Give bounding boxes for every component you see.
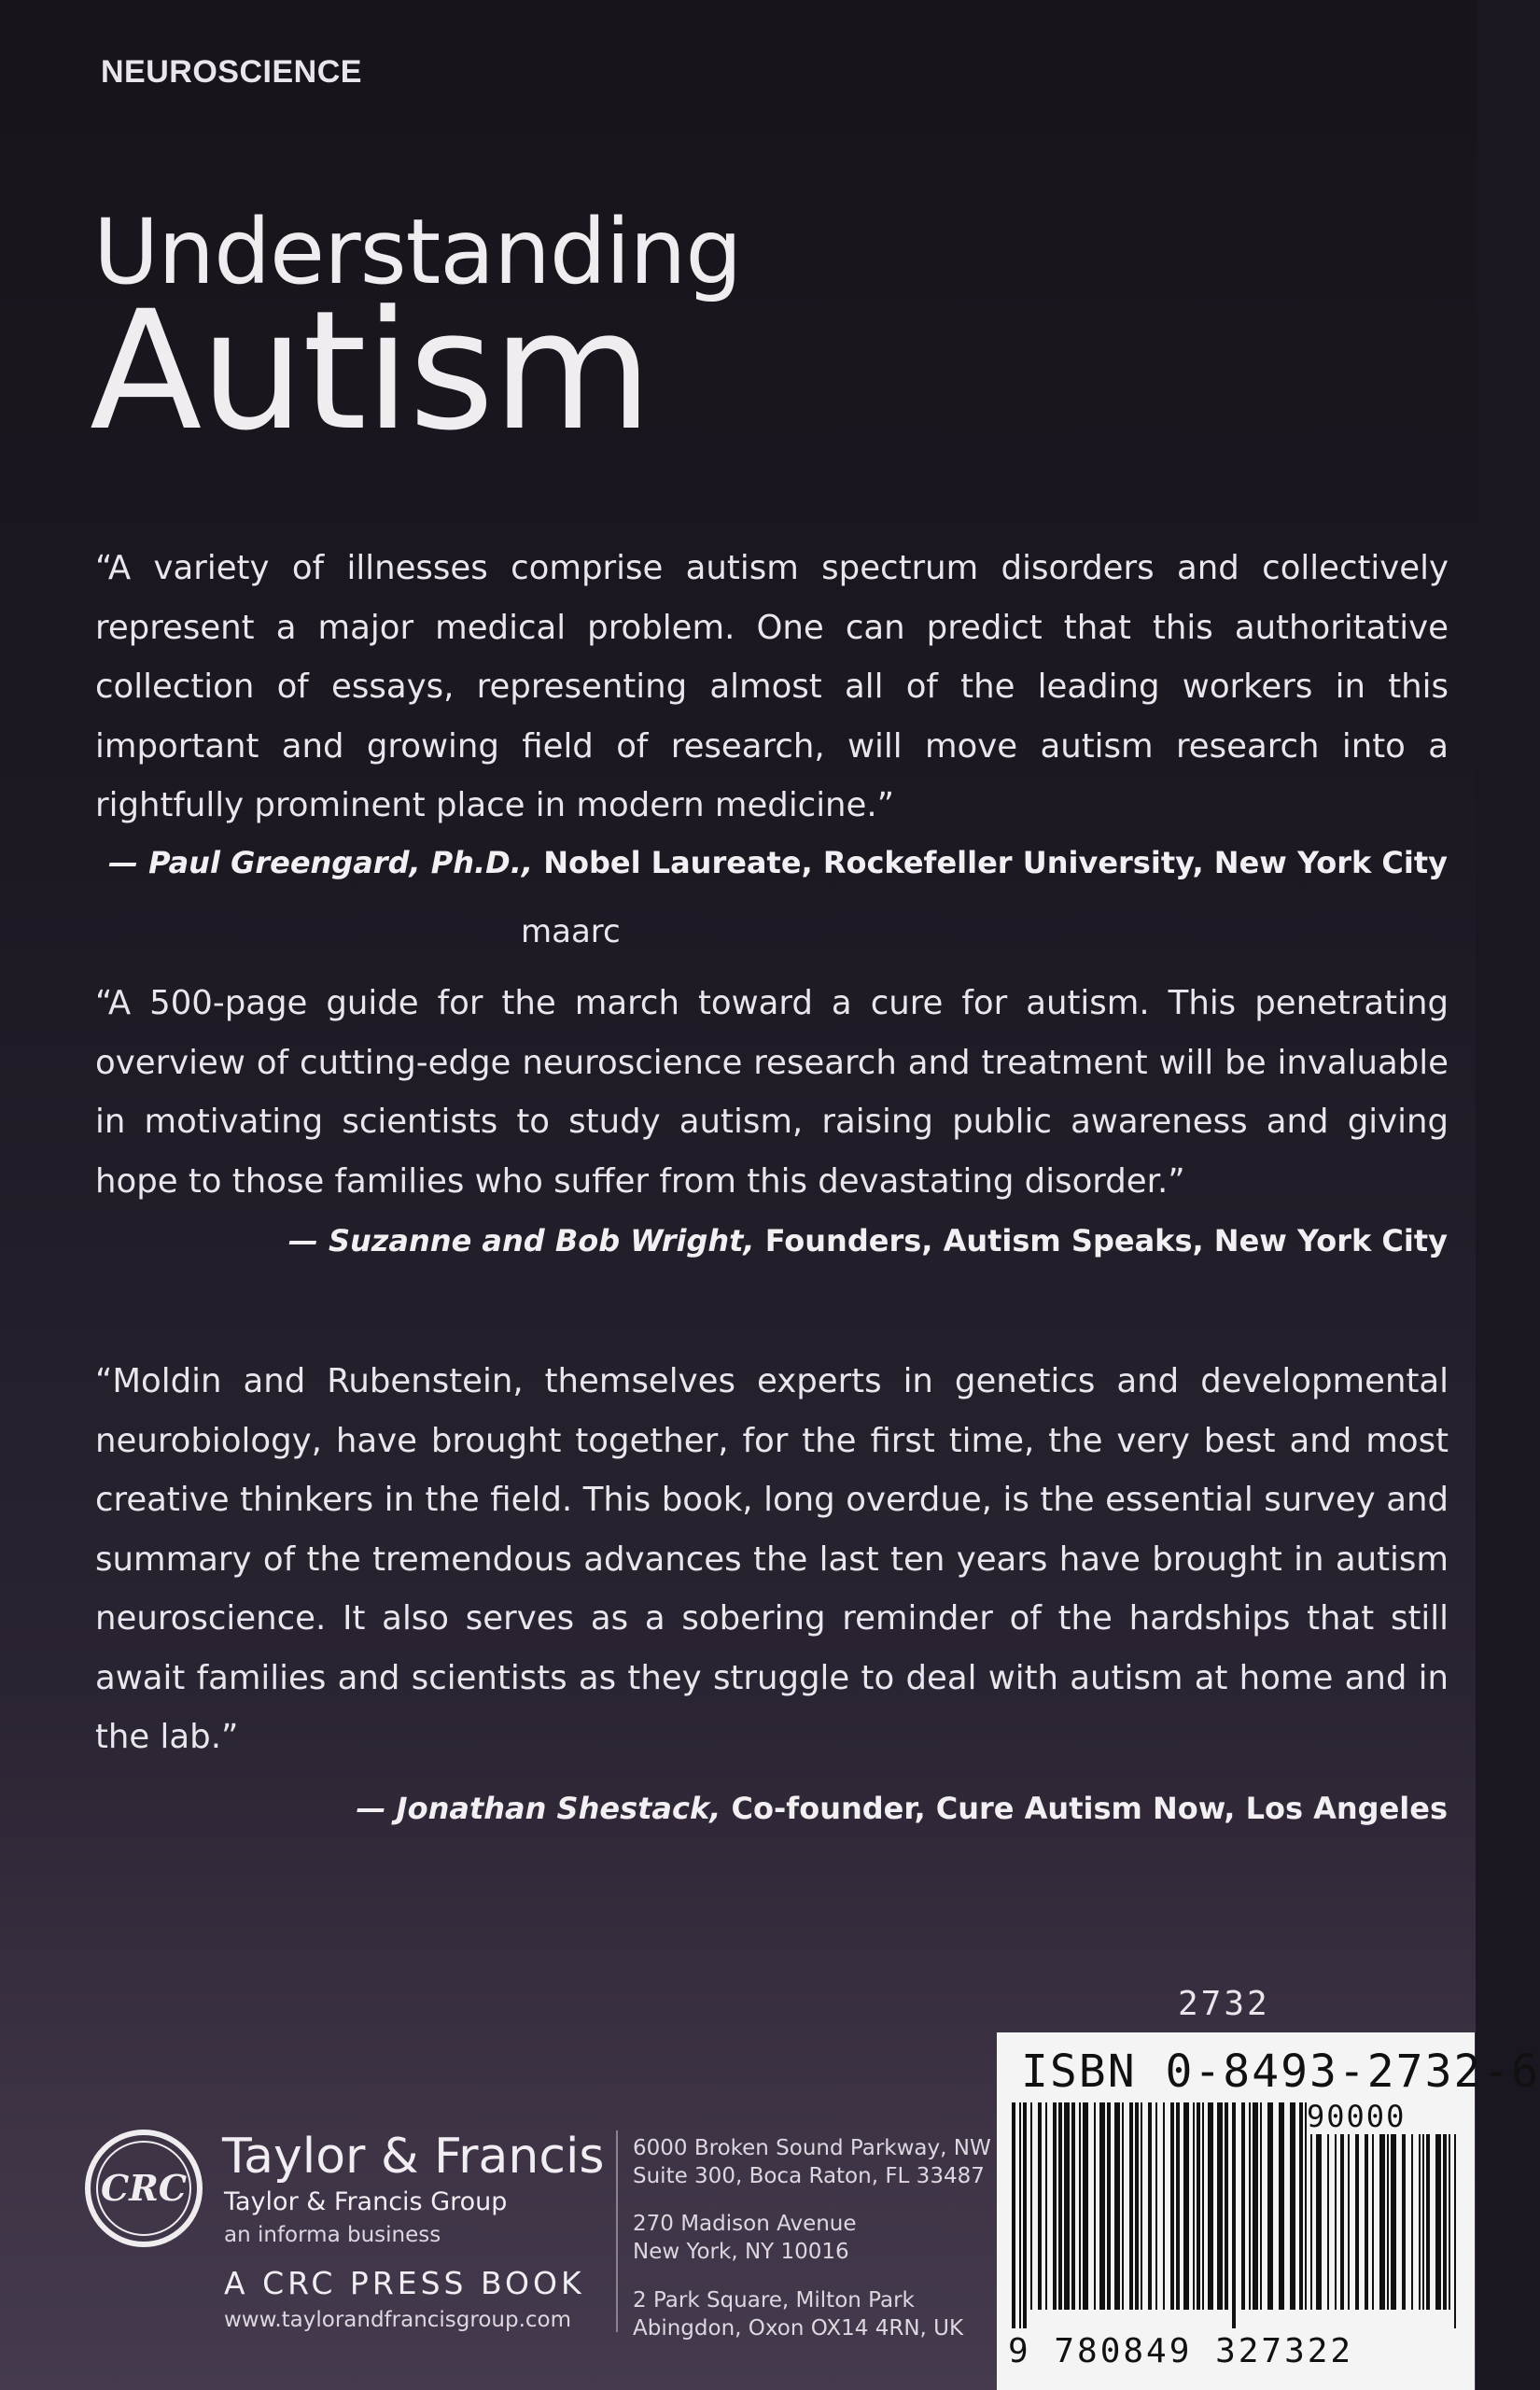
endorsement-attribution-3 (357, 1791, 1448, 1826)
barcode-bar (1114, 2102, 1120, 2310)
stray-text: maarc (521, 913, 621, 950)
barcode-bar (1163, 2102, 1165, 2310)
barcode-bar (1379, 2134, 1385, 2310)
barcode-bar (1155, 2102, 1157, 2310)
address-3-line-2: Abingdon, Oxon OX14 4RN, UK (633, 2316, 964, 2341)
endorser-affiliation-2: Founders, Autism Speaks, New York City (754, 1223, 1448, 1258)
barcode-bar (1305, 2102, 1307, 2310)
barcode-bar (1435, 2134, 1441, 2310)
address-2-line-2: New York, NY 10016 (633, 2240, 849, 2264)
barcode-bar (1402, 2134, 1406, 2310)
barcode-bar (1310, 2134, 1312, 2310)
barcode-bar (1335, 2134, 1337, 2310)
barcode-bar (1387, 2134, 1389, 2310)
endorsement-quote-2: “A 500-page guide for the march toward a cure for autism. This penetrating overview of cutting-edge neuroscience research and treatment will be invaluable in motivating scientists to study autism, raising public awareness and giving hope to those families who suffer from this devastating disorder.” (95, 984, 1449, 1201)
barcode-bar (1135, 2102, 1139, 2310)
barcode-bar (1170, 2102, 1174, 2310)
barcode-bar (1107, 2102, 1111, 2310)
barcode-bar (1030, 2102, 1032, 2310)
publisher-group: Taylor & Francis Group (224, 2187, 508, 2216)
address-1-line-1: 6000 Broken Sound Parkway, NW (633, 2136, 991, 2160)
barcode-bar (1225, 2102, 1228, 2310)
endorser-name-3: — Jonathan Shestack, (356, 1791, 721, 1826)
barcode-bar (1012, 2102, 1015, 2328)
isbn-number: ISBN 0-8493-2732-6 (1021, 2046, 1540, 2098)
publisher-tagline: an informa business (224, 2223, 441, 2247)
barcode-bar (1443, 2134, 1447, 2310)
barcode-bar (1391, 2134, 1396, 2310)
barcode-bar (1365, 2134, 1368, 2310)
address-2-line-1: 270 Madison Avenue (633, 2212, 857, 2236)
barcode-bar (1023, 2102, 1027, 2328)
barcode-bar (1053, 2102, 1057, 2310)
barcode-bar (1038, 2102, 1042, 2310)
barcode-bar (1426, 2134, 1430, 2310)
barcode-bar (1372, 2134, 1374, 2310)
barcode-bar (1316, 2134, 1322, 2310)
barcode-bar (1279, 2102, 1284, 2310)
barcode-addon-number: 90000 (1307, 2099, 1407, 2134)
barcode-bar (1079, 2102, 1081, 2310)
barcode-bar (1019, 2102, 1021, 2328)
barcode-bar (1094, 2102, 1096, 2310)
barcode-bar (1208, 2102, 1213, 2310)
publisher-website: www.taylorandfrancisgroup.com (224, 2308, 572, 2332)
barcode-bar (1183, 2102, 1189, 2310)
barcode-bar (1064, 2102, 1070, 2310)
barcode-bar (1083, 2102, 1088, 2310)
barcode-bar (1253, 2102, 1258, 2310)
barcode-bars (1006, 2102, 1469, 2328)
barcode-bar (1071, 2102, 1075, 2310)
barcode-bar (1454, 2134, 1456, 2328)
publisher-name: Taylor & Francis (222, 2129, 605, 2185)
barcode-bar (1217, 2102, 1223, 2310)
barcode-bar (1260, 2102, 1262, 2310)
barcode-bar (1348, 2134, 1350, 2310)
title-line-2: Autism (90, 275, 651, 467)
barcode-bar (1355, 2134, 1359, 2310)
barcode-bar (1290, 2102, 1295, 2310)
address-divider (616, 2130, 618, 2332)
barcode-bar (1267, 2102, 1273, 2310)
endorser-name-2: — Suzanne and Bob Wright, (287, 1223, 755, 1258)
barcode-bar (1299, 2102, 1303, 2310)
barcode-bar (1045, 2102, 1047, 2310)
barcode-bar (1148, 2102, 1152, 2310)
barcode-bar (1141, 2102, 1142, 2310)
endorser-name-1: — Paul Greengard, Ph.D., (108, 845, 534, 880)
barcode-bar (1241, 2102, 1245, 2310)
barcode-bar (1411, 2134, 1413, 2310)
barcode-bar (1232, 2102, 1236, 2328)
barcode-bar (1449, 2134, 1450, 2310)
ean-number: 9 780849 327322 (1008, 2332, 1354, 2370)
category-label: NEUROSCIENCE (101, 54, 362, 90)
price-code: 2732 (1178, 1985, 1270, 2023)
barcode-bar (1122, 2102, 1124, 2310)
barcode-bar (1419, 2134, 1421, 2310)
address-1-line-2: Suite 300, Boca Raton, FL 33487 (633, 2164, 985, 2188)
barcode-bar (1193, 2102, 1195, 2310)
imprint-label: A CRC PRESS BOOK (224, 2265, 585, 2301)
barcode-bar (1129, 2102, 1133, 2310)
barcode-bar (1058, 2102, 1062, 2310)
crc-logo-icon (82, 2127, 205, 2250)
barcode-bar (1197, 2102, 1200, 2310)
barcode-bar (1327, 2134, 1329, 2310)
barcode-bar (1340, 2134, 1344, 2310)
endorsement-attribution-2 (288, 1223, 1448, 1258)
crc-logo-text: CRC (100, 2167, 188, 2209)
barcode-bar (1202, 2102, 1204, 2310)
barcode-bar (1249, 2102, 1251, 2310)
endorsement-quote-1: “A variety of illnesses comprise autism spectrum disorders and collectively represent a major medical problem. One can predict that this authoritative collection of essays, representing almost all of the leading workers in this important and growing field of research, will move autism research into a rightfully prominent place in modern medicine.” (95, 549, 1449, 824)
address-3-line-1: 2 Park Square, Milton Park (633, 2288, 915, 2313)
endorser-affiliation-1: Nobel Laureate, Rockefeller University, New York City (533, 845, 1448, 880)
endorser-affiliation-3: Co-founder, Cure Autism Now, Los Angeles (721, 1791, 1448, 1826)
endorsement-quote-3: “Moldin and Rubenstein, themselves experts in genetics and developmental neurobiology, have brought together, for the first time, the very best and most creative thinkers in the field. This book, long overdue, is the essential survey and summary of the tremendous advances the last ten years have brought in autism neuroscience. It also serves as a sobering reminder of the hardships that still await families and scientists as they struggle to deal with autism at home and in the lab.” (95, 1362, 1449, 1756)
barcode-bar (1176, 2102, 1180, 2310)
title-line-1: Understanding (93, 200, 742, 304)
barcode-bar (1099, 2102, 1105, 2310)
endorsement-attribution-1 (108, 845, 1448, 880)
barcode-bar (1422, 2134, 1424, 2310)
